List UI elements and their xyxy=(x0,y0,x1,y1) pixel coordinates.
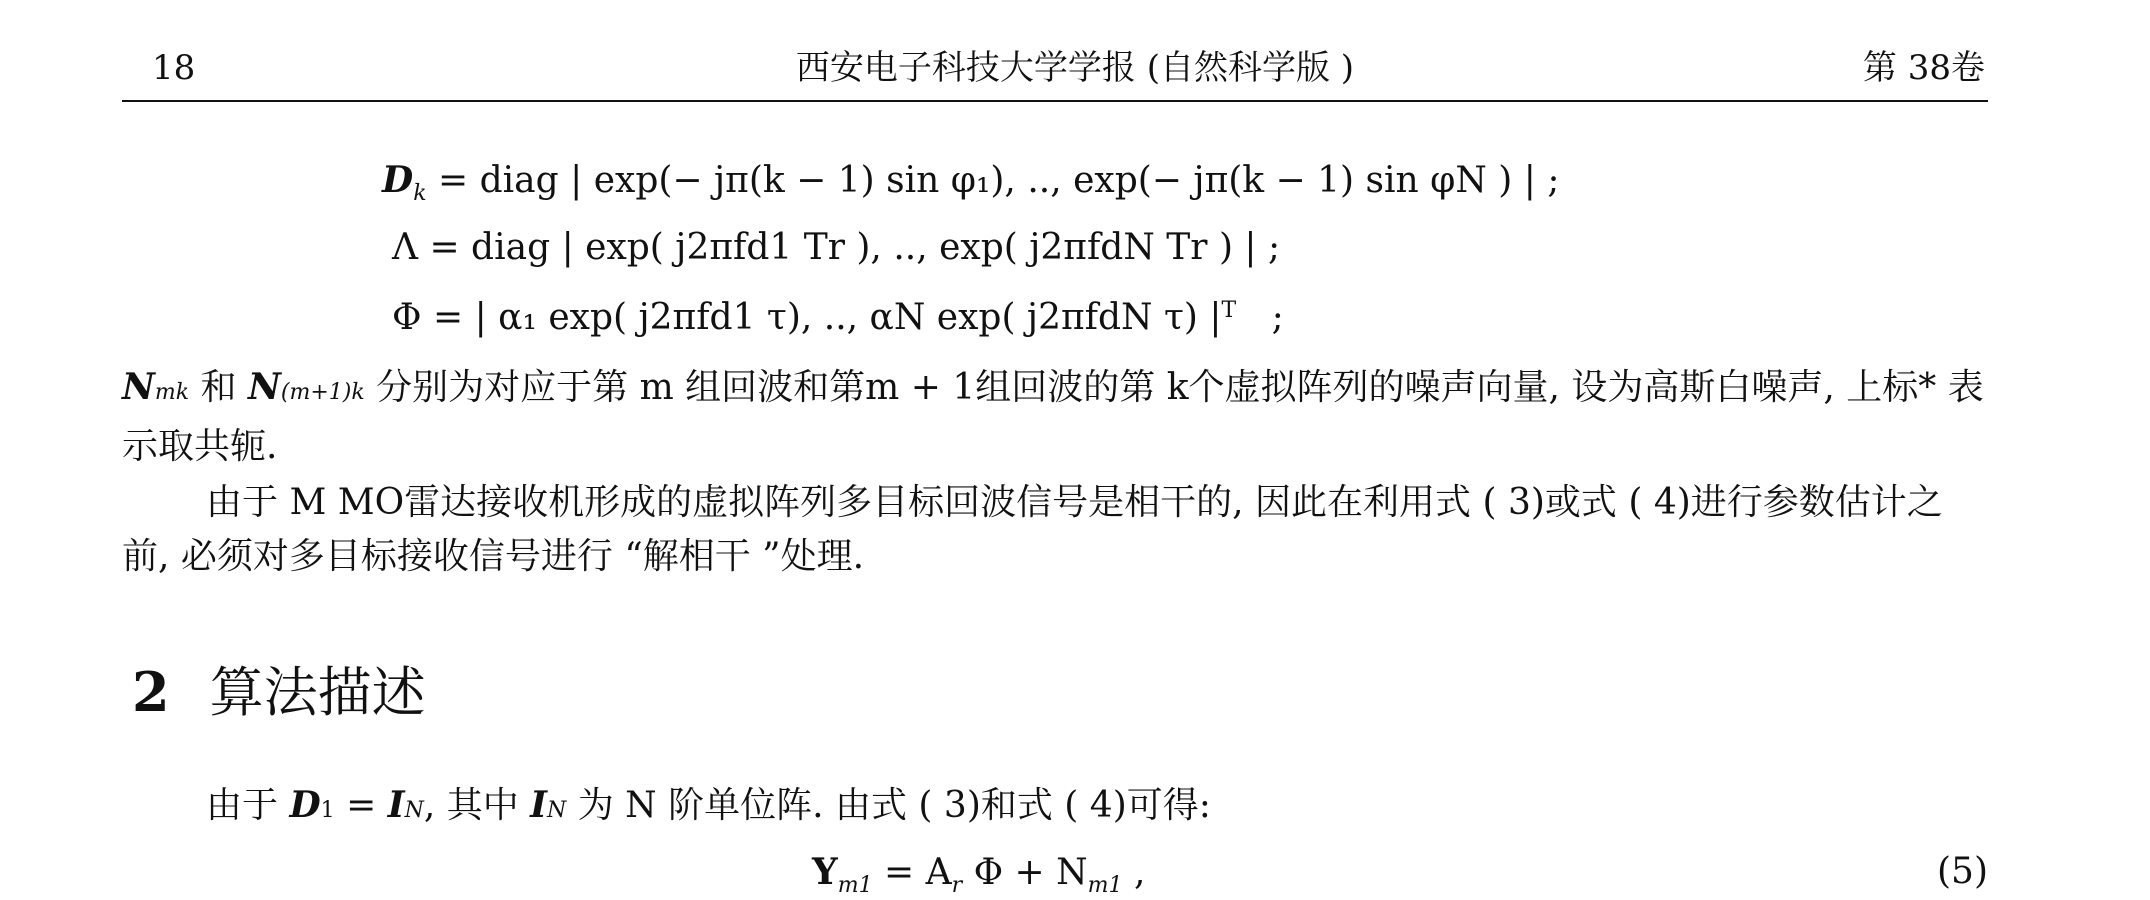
equation-dk-rhs: = diag | exp(− jπ(k − 1) sin φ₁), .., exp(− jπ(k − 1) sin φN ) | ; xyxy=(438,160,1560,201)
page-number: 18 xyxy=(152,48,196,88)
d1-identity: I xyxy=(387,784,405,826)
section-title: 算法描述 xyxy=(209,661,426,724)
d1-sub: 1 xyxy=(320,798,335,823)
d1-identity-2-sub: N xyxy=(547,798,567,823)
noise-nm1k: N xyxy=(248,366,281,408)
equation-phi-lhs: Φ xyxy=(392,297,422,338)
paragraph-noise xyxy=(122,360,1988,474)
equation-ym1-rhs: = A xyxy=(884,852,952,893)
equation-dk xyxy=(382,158,1559,208)
equation-ym1-rhs-sub: r xyxy=(951,873,963,898)
equation-lambda-rhs: = diag | exp( j2πfd1 Tr ), .., exp( j2πfdN Tr ) | ; xyxy=(429,227,1281,268)
equation-ym1-lhs-sub: m1 xyxy=(837,873,873,898)
equation-lambda xyxy=(392,226,1280,270)
equation-ym1-rhs2: Φ + N xyxy=(962,852,1088,893)
section-heading xyxy=(132,660,426,725)
volume-label: 第 38卷 xyxy=(1862,48,1985,88)
equation-ym1-rhs2-sub: m1 xyxy=(1087,873,1123,898)
equation-phi-sup: T xyxy=(1221,298,1237,323)
d1-identity-sub: N xyxy=(404,798,424,823)
journal-title: 西安电子科技大学学报 (自然科学版 ) xyxy=(795,48,1355,88)
equation-dk-lhs-sub: k xyxy=(413,181,427,206)
header-rule xyxy=(122,100,1988,102)
d1-identity-2: I xyxy=(530,784,548,826)
equation-ym1 xyxy=(812,850,1145,900)
noise-nm1k-sub: (m+1)k xyxy=(280,380,365,405)
equation-ym1-tail: , xyxy=(1122,852,1146,893)
noise-nmk-sub: mk xyxy=(154,380,190,405)
equation-phi-rhs: = | α₁ exp( j2πfd1 τ), .., αN exp( j2πfdN τ) | xyxy=(432,297,1222,338)
equation-number: (5) xyxy=(1937,851,1988,892)
equation-phi-tail: ; xyxy=(1271,297,1284,338)
noise-rest: 分别为对应于第 m 组回波和第m + 1组回波的第 k个虚拟阵列的噪声向量, 设为高斯白噪声, 上标* 表示取共轭. xyxy=(122,367,1984,467)
d1-rest: 为 N 阶单位阵. 由式 ( 3)和式 ( 4)可得: xyxy=(566,785,1211,826)
d1-symbol: D xyxy=(289,784,321,826)
noise-and: 和 xyxy=(189,367,248,408)
paragraph-mimo: 由于 M MO雷达接收机形成的虚拟阵列多目标回波信号是相干的, 因此在利用式 ( 3)或式 ( 4)进行参数估计之前, 必须对多目标接收信号进行 “解相干 ”处理. xyxy=(122,482,1943,577)
paragraph-d1 xyxy=(122,778,1988,838)
equation-phi xyxy=(392,296,1284,345)
equation-ym1-lhs: Y xyxy=(812,851,838,893)
d1-mid: , 其中 xyxy=(423,785,531,826)
d1-pre: 由于 xyxy=(206,785,290,826)
equation-dk-lhs: D xyxy=(382,159,414,201)
equation-lambda-lhs: Λ xyxy=(392,227,418,268)
d1-eq: = xyxy=(334,785,388,826)
section-number: 2 xyxy=(132,660,170,724)
noise-nmk: N xyxy=(122,366,155,408)
